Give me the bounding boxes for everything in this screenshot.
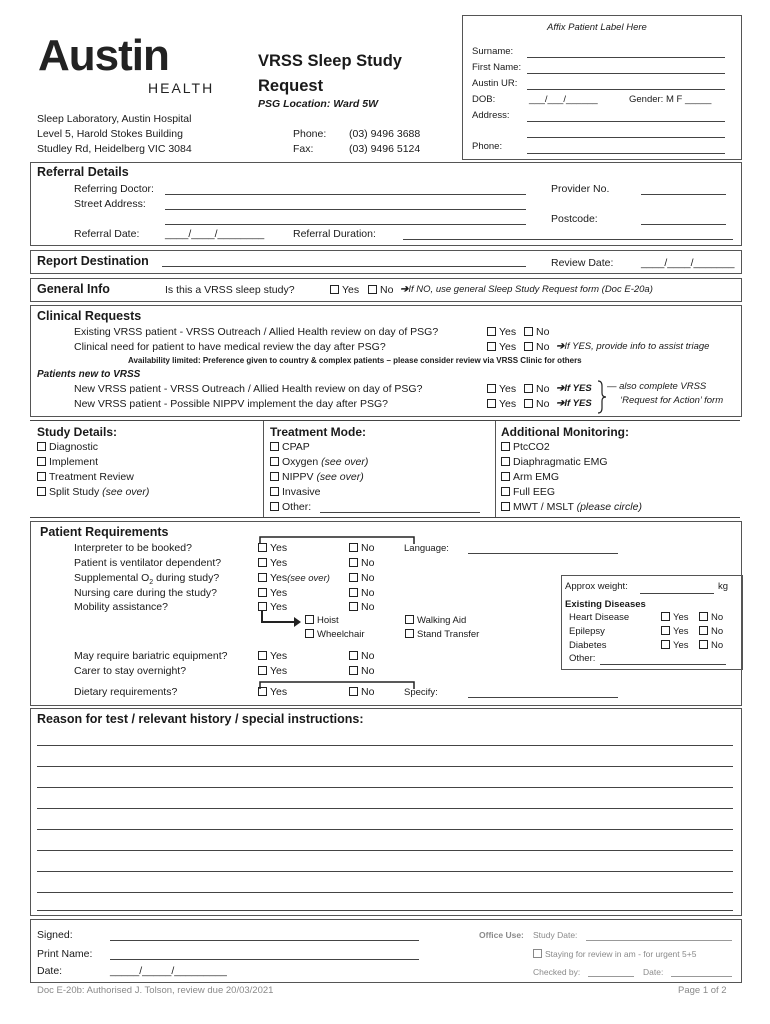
- monitoring-ptcco2[interactable]: [501, 441, 550, 453]
- monitoring-arm-emg[interactable]: [501, 471, 559, 483]
- mobility-stand-transfer[interactable]: [405, 629, 479, 640]
- gender-field[interactable]: Gender: M F _____: [629, 94, 712, 105]
- yes-label: Yes: [499, 398, 517, 410]
- existing-diseases-heading: Existing Diseases: [565, 599, 646, 610]
- monitoring-mwt[interactable]: [501, 501, 642, 513]
- option-label: Hoist: [317, 615, 339, 626]
- reason-heading: Reason for test / relevant history / special instructions:: [37, 712, 364, 726]
- clinical-q2-yes[interactable]: [487, 341, 516, 353]
- checkbox[interactable]: [270, 457, 279, 466]
- reason-line-9[interactable]: [37, 910, 733, 911]
- print-name-label: Print Name:: [37, 948, 93, 960]
- provider-no-field[interactable]: [641, 194, 726, 195]
- yes-label: Yes: [270, 587, 288, 599]
- checkbox[interactable]: [37, 472, 46, 481]
- checkbox[interactable]: [37, 487, 46, 496]
- checkbox[interactable]: [349, 651, 358, 660]
- fax-label: Fax:: [293, 143, 314, 155]
- checkbox[interactable]: [487, 384, 496, 393]
- column-divider-2: [495, 421, 496, 517]
- nursing-yes[interactable]: [258, 587, 287, 599]
- option-label: Wheelchair: [317, 629, 365, 640]
- checkbox[interactable]: [305, 629, 314, 638]
- clinical-q3-no[interactable]: [524, 383, 549, 395]
- epilepsy-no[interactable]: [699, 626, 723, 637]
- treatment-oxygen[interactable]: [270, 456, 368, 468]
- first-name-field[interactable]: [527, 73, 725, 74]
- checkbox[interactable]: [258, 543, 267, 552]
- checkbox[interactable]: [405, 629, 414, 638]
- ur-label: Austin UR:: [472, 78, 518, 89]
- option-label: Arm EMG: [513, 471, 560, 483]
- carer-no[interactable]: [349, 665, 374, 677]
- referral-heading: Referral Details: [37, 165, 129, 179]
- option-label: CPAP: [282, 441, 310, 453]
- carer-label: Carer to stay overnight?: [74, 665, 187, 677]
- checkbox[interactable]: [258, 588, 267, 597]
- checkbox[interactable]: [501, 442, 510, 451]
- checkbox[interactable]: [349, 687, 358, 696]
- section-divider-bottom: [30, 517, 740, 518]
- interpreter-yes[interactable]: [258, 542, 287, 554]
- checkbox[interactable]: [270, 502, 279, 511]
- yes-label: Yes: [270, 557, 288, 569]
- no-label: No: [361, 557, 375, 569]
- clinical-heading: Clinical Requests: [37, 309, 142, 323]
- carer-yes[interactable]: [258, 665, 287, 677]
- yes-label: Yes: [673, 640, 689, 651]
- study-treatment-review[interactable]: [37, 471, 134, 483]
- clinical-q3-ifyes: [556, 383, 592, 394]
- option-label: Split Study: [49, 486, 100, 498]
- phone-value: (03) 9496 3688: [349, 128, 421, 140]
- checkbox[interactable]: [661, 640, 670, 649]
- vrss-if-no-text: If NO, use general Sleep Study Request form (Doc E-20a): [408, 284, 653, 295]
- checked-by-label: Checked by:: [533, 967, 581, 977]
- language-field[interactable]: [468, 553, 618, 554]
- vrss-no-option[interactable]: [368, 284, 393, 296]
- specify-label: Specify:: [404, 687, 438, 698]
- if-yes-info-text: If YES, provide info to assist triage: [564, 341, 710, 352]
- see-over-note: (see over): [102, 486, 150, 498]
- surname-field[interactable]: [527, 57, 725, 58]
- no-label: No: [361, 587, 375, 599]
- mobility-wheelchair[interactable]: [305, 629, 365, 640]
- if-yes-text: If YES: [564, 398, 592, 409]
- postcode-field[interactable]: [641, 224, 726, 225]
- checkbox[interactable]: [501, 487, 510, 496]
- checkbox[interactable]: [258, 573, 267, 582]
- referral-date-label: Referral Date:: [74, 228, 140, 240]
- checkbox[interactable]: [270, 472, 279, 481]
- footer-doc-ref: Doc E-20b: Authorised J. Tolson, review due 20/03/2021: [37, 985, 274, 996]
- reason-line-4[interactable]: [37, 808, 733, 809]
- ur-field[interactable]: [527, 89, 725, 90]
- checkbox[interactable]: [270, 442, 279, 451]
- yes-label: Yes: [673, 612, 689, 623]
- mobility-arrow-icon: [258, 610, 304, 628]
- reason-line-6[interactable]: [37, 850, 733, 851]
- reason-line-8[interactable]: [37, 892, 733, 893]
- logo-sub: HEALTH: [148, 80, 215, 96]
- mobility-hoist[interactable]: [305, 615, 339, 626]
- nursing-no[interactable]: [349, 587, 374, 599]
- monitoring-eeg[interactable]: [501, 486, 555, 498]
- disease-other-label: Other:: [569, 653, 596, 664]
- checkbox[interactable]: [699, 612, 708, 621]
- clinical-q4: New VRSS patient - Possible NIPPV implement the day after PSG?: [74, 398, 388, 410]
- checkbox[interactable]: [699, 640, 708, 649]
- no-label: No: [361, 601, 375, 613]
- no-label: No: [361, 542, 375, 554]
- dob-field[interactable]: ___/___/______: [529, 94, 598, 105]
- no-label: No: [536, 341, 550, 353]
- option-label: NIPPV: [282, 471, 314, 483]
- checkbox[interactable]: [501, 472, 510, 481]
- address-line2: Level 5, Harold Stokes Building: [37, 128, 183, 140]
- clinical-q4-yes[interactable]: [487, 398, 516, 410]
- referring-doctor-label: Referring Doctor:: [74, 183, 154, 195]
- option-label: Oxygen: [282, 456, 319, 468]
- fax-value: (03) 9496 5124: [349, 143, 421, 155]
- checkbox[interactable]: [349, 573, 358, 582]
- logo-brand: Austin: [38, 31, 169, 80]
- option-label: MWT / MSLT: [513, 501, 574, 513]
- yes-label: Yes: [499, 326, 517, 338]
- ventilator-label: Patient is ventilator dependent?: [74, 557, 222, 569]
- checkbox[interactable]: [305, 615, 314, 624]
- diseases-box: [561, 575, 743, 670]
- disease-other-field[interactable]: [600, 664, 726, 665]
- heart-disease-no[interactable]: [699, 612, 723, 623]
- vrss-yes-label: Yes: [342, 284, 360, 296]
- column-divider-1: [263, 421, 264, 517]
- diabetes-label: Diabetes: [569, 640, 607, 651]
- street-address-label: Street Address:: [74, 198, 146, 210]
- ventilator-yes[interactable]: [258, 557, 287, 569]
- general-heading: General Info: [37, 282, 110, 296]
- checkbox[interactable]: [258, 651, 267, 660]
- no-label: No: [536, 398, 550, 410]
- kg-label: kg: [718, 581, 729, 592]
- signed-label: Signed:: [37, 929, 73, 941]
- heart-disease-label: Heart Disease: [569, 612, 630, 623]
- mobility-label: Mobility assistance?: [74, 601, 168, 613]
- option-label: Stand Transfer: [417, 629, 480, 640]
- clinical-q2: Clinical need for patient to have medical review the day after PSG?: [74, 341, 386, 353]
- form-title-line1: VRSS Sleep Study: [258, 52, 402, 70]
- checkbox[interactable]: [661, 626, 670, 635]
- yes-label: Yes: [270, 665, 288, 677]
- study-diagnostic[interactable]: [37, 441, 98, 453]
- review-date-field[interactable]: ____/____/_______: [641, 257, 735, 269]
- postcode-label: Postcode:: [551, 213, 598, 225]
- yes-label: Yes: [270, 542, 288, 554]
- treatment-cpap[interactable]: [270, 441, 310, 453]
- checkbox[interactable]: [661, 612, 670, 621]
- dietary-yes[interactable]: [258, 686, 287, 698]
- patient-heading: Patient Requirements: [40, 525, 169, 539]
- no-label: No: [361, 650, 375, 662]
- dietary-no[interactable]: [349, 686, 374, 698]
- report-destination-field[interactable]: [162, 266, 526, 267]
- checked-by-field[interactable]: [588, 976, 634, 977]
- reason-line-2[interactable]: [37, 766, 733, 767]
- epilepsy-label: Epilepsy: [569, 626, 605, 637]
- ventilator-no[interactable]: [349, 557, 374, 569]
- dietary-label: Dietary requirements?: [74, 686, 178, 698]
- clinical-q3: New VRSS patient - VRSS Outreach / Allied Health review on day of PSG?: [74, 383, 423, 395]
- sign-date-field[interactable]: _____/_____/_________: [110, 965, 227, 977]
- label-box-title: Affix Patient Label Here: [547, 22, 647, 33]
- clinical-q3-yes[interactable]: [487, 383, 516, 395]
- treatment-other-field[interactable]: [320, 512, 480, 513]
- vrss-no-checkbox[interactable]: [368, 285, 377, 294]
- option-label: PtcCO2: [513, 441, 550, 453]
- oxygen-no[interactable]: [349, 572, 374, 584]
- no-label: No: [711, 626, 724, 637]
- austin-logo: [38, 31, 215, 96]
- oxygen-subscript: 2: [149, 579, 154, 587]
- clinical-q2-no[interactable]: [524, 341, 549, 353]
- right-arrow-icon: ➔: [556, 383, 565, 394]
- clinical-q1: Existing VRSS patient - VRSS Outreach / Allied Health review on day of PSG?: [74, 326, 439, 338]
- address-line3: Studley Rd, Heidelberg VIC 3084: [37, 143, 192, 155]
- checkbox[interactable]: [349, 588, 358, 597]
- right-arrow-icon: ➔: [556, 398, 565, 409]
- vrss-yes-option[interactable]: [330, 284, 359, 296]
- option-label: Walking Aid: [417, 615, 467, 626]
- availability-note: Availability limited: Preference given to country & complex patients – please consider review via VRSS Clinic for others: [128, 356, 582, 365]
- right-arrow-icon: ➔: [400, 284, 409, 295]
- right-arrow-icon: ➔: [556, 341, 565, 352]
- surname-label: Surname:: [472, 46, 514, 57]
- interpreter-no[interactable]: [349, 542, 374, 554]
- patient-label-box: [462, 15, 742, 160]
- epilepsy-yes[interactable]: [661, 626, 689, 637]
- bariatric-no[interactable]: [349, 650, 374, 662]
- office-date-field[interactable]: [671, 976, 732, 977]
- no-label: No: [536, 383, 550, 395]
- oxygen-label-b: during study?: [153, 572, 220, 584]
- study-heading: Study Details:: [37, 425, 118, 439]
- reason-line-7[interactable]: [37, 871, 733, 872]
- clinical-q4-no[interactable]: [524, 398, 549, 410]
- street-address-field-1[interactable]: [165, 209, 526, 210]
- street-address-field-2[interactable]: [165, 224, 526, 225]
- also-complete-text: also complete VRSS: [619, 381, 707, 392]
- monitoring-heading: Additional Monitoring:: [501, 425, 629, 439]
- dob-label: DOB:: [472, 94, 496, 105]
- no-label: No: [536, 326, 550, 338]
- treatment-nippv[interactable]: [270, 471, 364, 483]
- checkbox[interactable]: [487, 399, 496, 408]
- checkbox[interactable]: [258, 558, 267, 567]
- footer-page-number: Page 1 of 2: [678, 985, 727, 996]
- approx-weight-label: Approx weight:: [565, 581, 628, 592]
- form-title-line2: Request: [258, 77, 324, 95]
- option-label: Other:: [282, 501, 312, 513]
- vrss-question: Is this a VRSS sleep study?: [165, 284, 295, 296]
- print-name-field[interactable]: [110, 959, 419, 960]
- vrss-no-label: No: [380, 284, 394, 296]
- yes-label: Yes: [270, 650, 288, 662]
- checkbox[interactable]: [524, 384, 533, 393]
- reason-line-5[interactable]: [37, 829, 733, 830]
- yes-label: Yes: [673, 626, 689, 637]
- checkbox[interactable]: [349, 543, 358, 552]
- treatment-heading: Treatment Mode:: [270, 425, 367, 439]
- clinical-q4-ifyes: [556, 398, 592, 409]
- checkbox[interactable]: [487, 327, 496, 336]
- clinical-q1-no[interactable]: [524, 326, 549, 338]
- reason-line-1[interactable]: [37, 745, 733, 746]
- clinical-q1-yes[interactable]: [487, 326, 516, 338]
- mobility-walking-aid[interactable]: [405, 615, 466, 626]
- yes-label: Yes: [270, 601, 288, 613]
- yes-label: Yes: [270, 572, 288, 584]
- signed-field[interactable]: [110, 940, 419, 941]
- label-phone-field[interactable]: [527, 153, 725, 154]
- checkbox[interactable]: [349, 602, 358, 611]
- clinical-q2-note: [556, 341, 709, 352]
- if-yes-text: If YES: [564, 383, 592, 394]
- no-label: No: [711, 640, 724, 651]
- referral-date-field[interactable]: ____/____/________: [165, 228, 265, 240]
- checkbox[interactable]: [501, 502, 510, 511]
- address-field-1[interactable]: [527, 121, 725, 122]
- address-line1: Sleep Laboratory, Austin Hospital: [37, 113, 192, 125]
- checkbox[interactable]: [37, 442, 46, 451]
- phone-label: Phone:: [293, 128, 327, 140]
- mobility-no[interactable]: [349, 601, 374, 613]
- no-label: No: [711, 612, 724, 623]
- yes-label: Yes: [499, 341, 517, 353]
- study-date-field[interactable]: [586, 940, 732, 941]
- checkbox[interactable]: [487, 342, 496, 351]
- checkbox[interactable]: [270, 487, 279, 496]
- no-label: No: [361, 665, 375, 677]
- checkbox[interactable]: [37, 457, 46, 466]
- approx-weight-field[interactable]: [640, 593, 714, 594]
- treatment-invasive[interactable]: [270, 486, 321, 498]
- option-label: Implement: [49, 456, 99, 468]
- new-patients-heading: Patients new to VRSS: [37, 369, 141, 380]
- diabetes-no[interactable]: [699, 640, 723, 651]
- referring-doctor-field[interactable]: [165, 194, 526, 195]
- treatment-other[interactable]: [270, 501, 311, 513]
- review-date-label: Review Date:: [551, 257, 614, 269]
- checkbox[interactable]: [349, 666, 358, 675]
- staying-option[interactable]: [533, 949, 696, 959]
- checkbox[interactable]: [699, 626, 708, 635]
- request-for-action-note: ‘Request for Action’ form: [620, 395, 724, 406]
- provider-no-label: Provider No.: [551, 183, 610, 195]
- checkbox[interactable]: [533, 949, 542, 958]
- heart-disease-yes[interactable]: [661, 612, 689, 623]
- oxygen-label: [74, 572, 219, 586]
- psg-location: PSG Location: Ward 5W: [258, 98, 378, 110]
- checkbox[interactable]: [258, 666, 267, 675]
- address-field-2[interactable]: [527, 137, 725, 138]
- no-label: No: [361, 572, 375, 584]
- checkbox[interactable]: [349, 558, 358, 567]
- monitoring-emg[interactable]: [501, 456, 608, 468]
- study-implement[interactable]: [37, 456, 98, 468]
- checkbox[interactable]: [405, 615, 414, 624]
- yes-label: Yes: [499, 383, 517, 395]
- vrss-yes-checkbox[interactable]: [330, 285, 339, 294]
- diabetes-yes[interactable]: [661, 640, 689, 651]
- vrss-if-no-note: [400, 284, 653, 295]
- reason-section: [30, 708, 742, 916]
- report-heading: Report Destination: [37, 254, 149, 268]
- option-label: Diagnostic: [49, 441, 99, 453]
- see-over-note: (see over): [287, 573, 330, 584]
- checkbox[interactable]: [524, 327, 533, 336]
- study-split[interactable]: [37, 486, 149, 498]
- option-label: Treatment Review: [49, 471, 134, 483]
- bariatric-label: May require bariatric equipment?: [74, 650, 228, 662]
- see-over-note: (see over): [321, 456, 369, 468]
- reason-line-3[interactable]: [37, 787, 733, 788]
- referral-duration-label: Referral Duration:: [293, 228, 376, 240]
- also-complete-note: — also complete VRSS: [607, 381, 707, 392]
- interpreter-label: Interpreter to be booked?: [74, 542, 192, 554]
- oxygen-label-a: Supplemental O: [74, 572, 150, 584]
- first-name-label: First Name:: [472, 62, 522, 73]
- label-phone-label: Phone:: [472, 141, 503, 152]
- no-label: No: [361, 686, 375, 698]
- please-circle-note: (please circle): [576, 501, 642, 513]
- office-use-label: Office Use:: [479, 930, 524, 940]
- oxygen-yes[interactable]: [258, 572, 330, 584]
- section-divider: [30, 420, 740, 421]
- option-label: Invasive: [282, 486, 321, 498]
- checkbox[interactable]: [524, 399, 533, 408]
- referral-duration-field[interactable]: [403, 239, 733, 240]
- yes-label: Yes: [270, 686, 288, 698]
- checkbox[interactable]: [524, 342, 533, 351]
- address-label: Address:: [472, 110, 510, 121]
- bariatric-yes[interactable]: [258, 650, 287, 662]
- study-date-label: Study Date:: [533, 930, 578, 940]
- specify-field[interactable]: [468, 697, 618, 698]
- nursing-label: Nursing care during the study?: [74, 587, 217, 599]
- option-label: Diaphragmatic EMG: [513, 456, 608, 468]
- staying-label: Staying for review in am - for urgent 5+5: [545, 949, 697, 959]
- checkbox[interactable]: [501, 457, 510, 466]
- option-label: Full EEG: [513, 486, 556, 498]
- see-over-note: (see over): [316, 471, 364, 483]
- language-label: Language:: [404, 543, 449, 554]
- sign-date-label: Date:: [37, 965, 63, 977]
- office-date-label: Date:: [643, 967, 664, 977]
- checkbox[interactable]: [258, 687, 267, 696]
